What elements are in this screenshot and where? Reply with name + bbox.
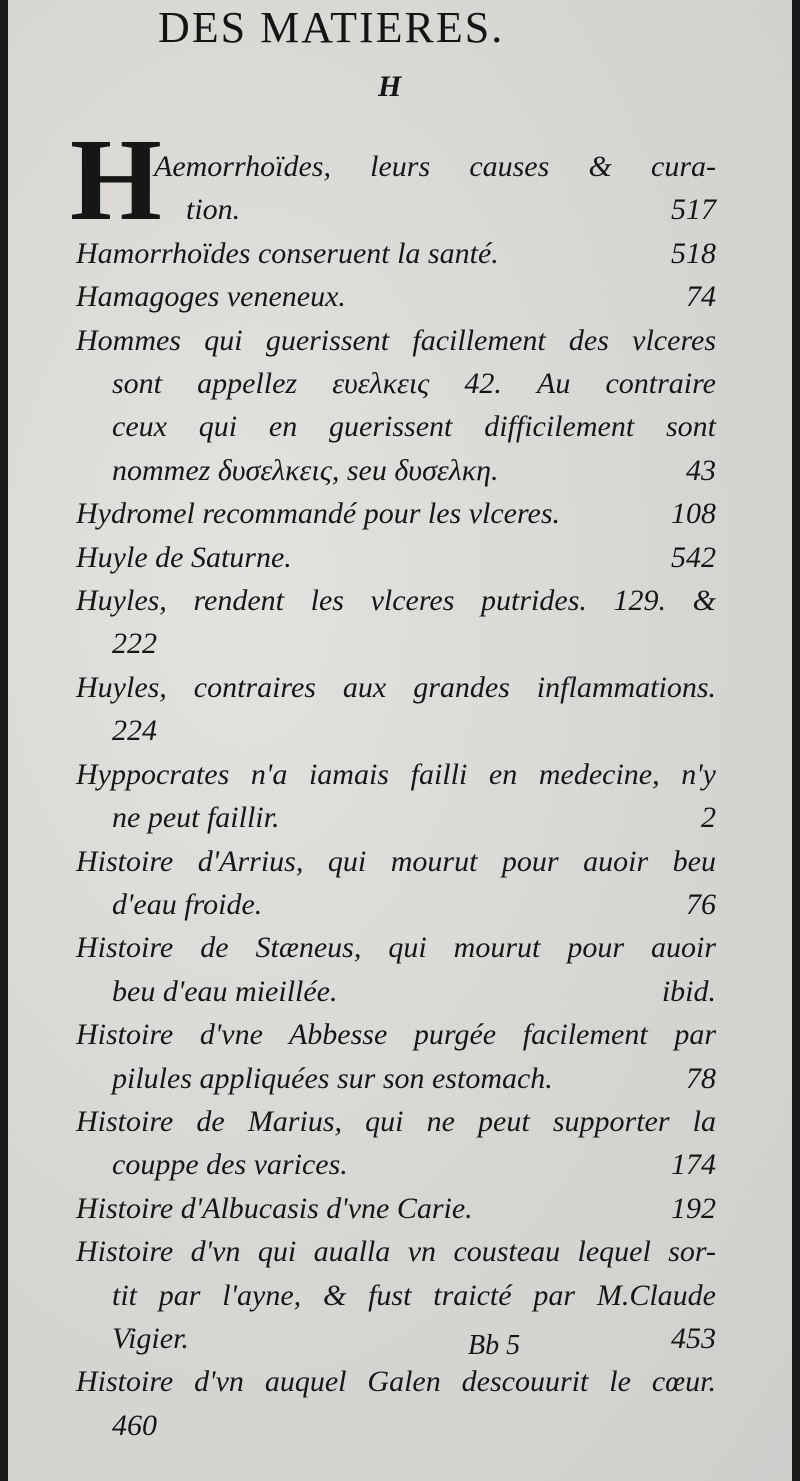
page-reference: 76 [686, 887, 716, 921]
entry-line: Aemorrhoïdes, leurs causes & cura- [154, 150, 716, 183]
entry-text: 222 [112, 627, 157, 661]
entry-last-line [76, 449, 716, 492]
entry-last-line [76, 709, 716, 752]
page-reference: ibid. [661, 974, 716, 1008]
drop-cap-initial: H [70, 114, 162, 245]
entry-text: pilules appliquées sur son estomach. [112, 1061, 553, 1095]
entry-text: 460 [112, 1408, 157, 1442]
entry-text: beu d'eau mieillée. [112, 974, 338, 1008]
index-entries [76, 145, 716, 1447]
entry-text: Vigier. [112, 1321, 189, 1355]
entry-text: Histoire d'Albucasis d'vne Carie. [76, 1191, 473, 1225]
page-reference: 192 [671, 1191, 716, 1225]
entry-last-line [76, 970, 716, 1013]
entry-text: tion. [186, 193, 241, 227]
index-entry [76, 1013, 716, 1100]
index-entry [76, 840, 716, 927]
entry-last-line [76, 1057, 716, 1100]
index-entry [76, 753, 716, 840]
entry-line: Histoire de Marius, qui ne peut supporter la [76, 1104, 716, 1138]
index-entry [76, 536, 716, 579]
index-entry [76, 1360, 716, 1447]
page-reference: 453 [671, 1321, 716, 1355]
page-reference: 174 [671, 1148, 716, 1182]
page-reference: 43 [686, 453, 716, 487]
entry-text: Huyle de Saturne. [76, 540, 292, 574]
page-reference: 518 [671, 236, 716, 270]
index-entry [76, 926, 716, 1013]
entry-line: Histoire d'vn auquel Galen descouurit le cœur. [76, 1365, 716, 1399]
entry-last-line [76, 883, 716, 926]
entry-last-line [76, 1404, 716, 1447]
page-reference: 542 [671, 540, 716, 574]
section-letter: H [378, 70, 402, 103]
entry-line: ceux qui en guerissent difficilement sont [112, 410, 716, 444]
index-entry [76, 319, 716, 493]
entry-text: ne peut faillir. [112, 801, 280, 835]
entry-line: sont appellez ευελκεις 42. Au contraire [112, 367, 716, 401]
index-entry [76, 275, 716, 318]
index-entry [76, 666, 716, 753]
index-entry [76, 492, 716, 535]
index-entry [76, 1187, 716, 1230]
entry-line: Histoire d'vn qui aualla vn cousteau lequel sor- [76, 1235, 716, 1269]
entry-line: Hommes qui guerissent facillement des vlceres [76, 323, 716, 357]
entry-line: Huyles, rendent les vlceres putrides. 129. & [76, 584, 716, 618]
entry-last-line [76, 1143, 716, 1186]
index-entry [76, 145, 716, 232]
entry-text: Hamagoges veneneux. [76, 280, 346, 314]
running-head: DES MATIERES. [158, 3, 505, 52]
entry-line [76, 1187, 716, 1230]
entry-text: nommez δυσελκεις, seu δυσελκη. [112, 453, 499, 487]
index-entry [76, 1100, 716, 1187]
page-reference: 78 [686, 1061, 716, 1095]
book-page [8, 0, 792, 1481]
entry-text: d'eau froide. [112, 887, 263, 921]
page-reference: 74 [686, 280, 716, 314]
signature-mark: Bb 5 [468, 1330, 521, 1361]
entry-text: couppe des varices. [112, 1148, 348, 1182]
entry-last-line [76, 1317, 716, 1360]
entry-line: Huyles, contraires aux grandes inflammations. [76, 670, 716, 704]
entry-line [76, 275, 716, 318]
entry-line: Histoire de Stæneus, qui mourut pour auoir [76, 931, 716, 965]
page-reference: 108 [671, 497, 716, 531]
entry-line [76, 232, 716, 275]
entry-text: Hamorrhoïdes conseruent la santé. [76, 236, 499, 270]
entry-line: Histoire d'Arrius, qui mourut pour auoir beu [76, 844, 716, 878]
page-reference: 2 [701, 801, 716, 835]
entry-line: tit par l'ayne, & fust traicté par M.Claude [112, 1278, 716, 1312]
entry-last-line [76, 622, 716, 665]
entry-text: Hydromel recommandé pour les vlceres. [76, 497, 561, 531]
entry-last-line [76, 796, 716, 839]
index-entry [76, 579, 716, 666]
entry-last-line [76, 188, 716, 231]
entry-text: 224 [112, 714, 157, 748]
entry-line [76, 492, 716, 535]
index-entry [76, 1230, 716, 1360]
index-entry [76, 232, 716, 275]
entry-line: Hyppocrates n'a iamais failli en medecine, n'y [76, 757, 716, 791]
entry-line: Histoire d'vne Abbesse purgée facilement par [76, 1018, 716, 1052]
page-reference: 517 [671, 193, 716, 227]
entry-line [76, 536, 716, 579]
